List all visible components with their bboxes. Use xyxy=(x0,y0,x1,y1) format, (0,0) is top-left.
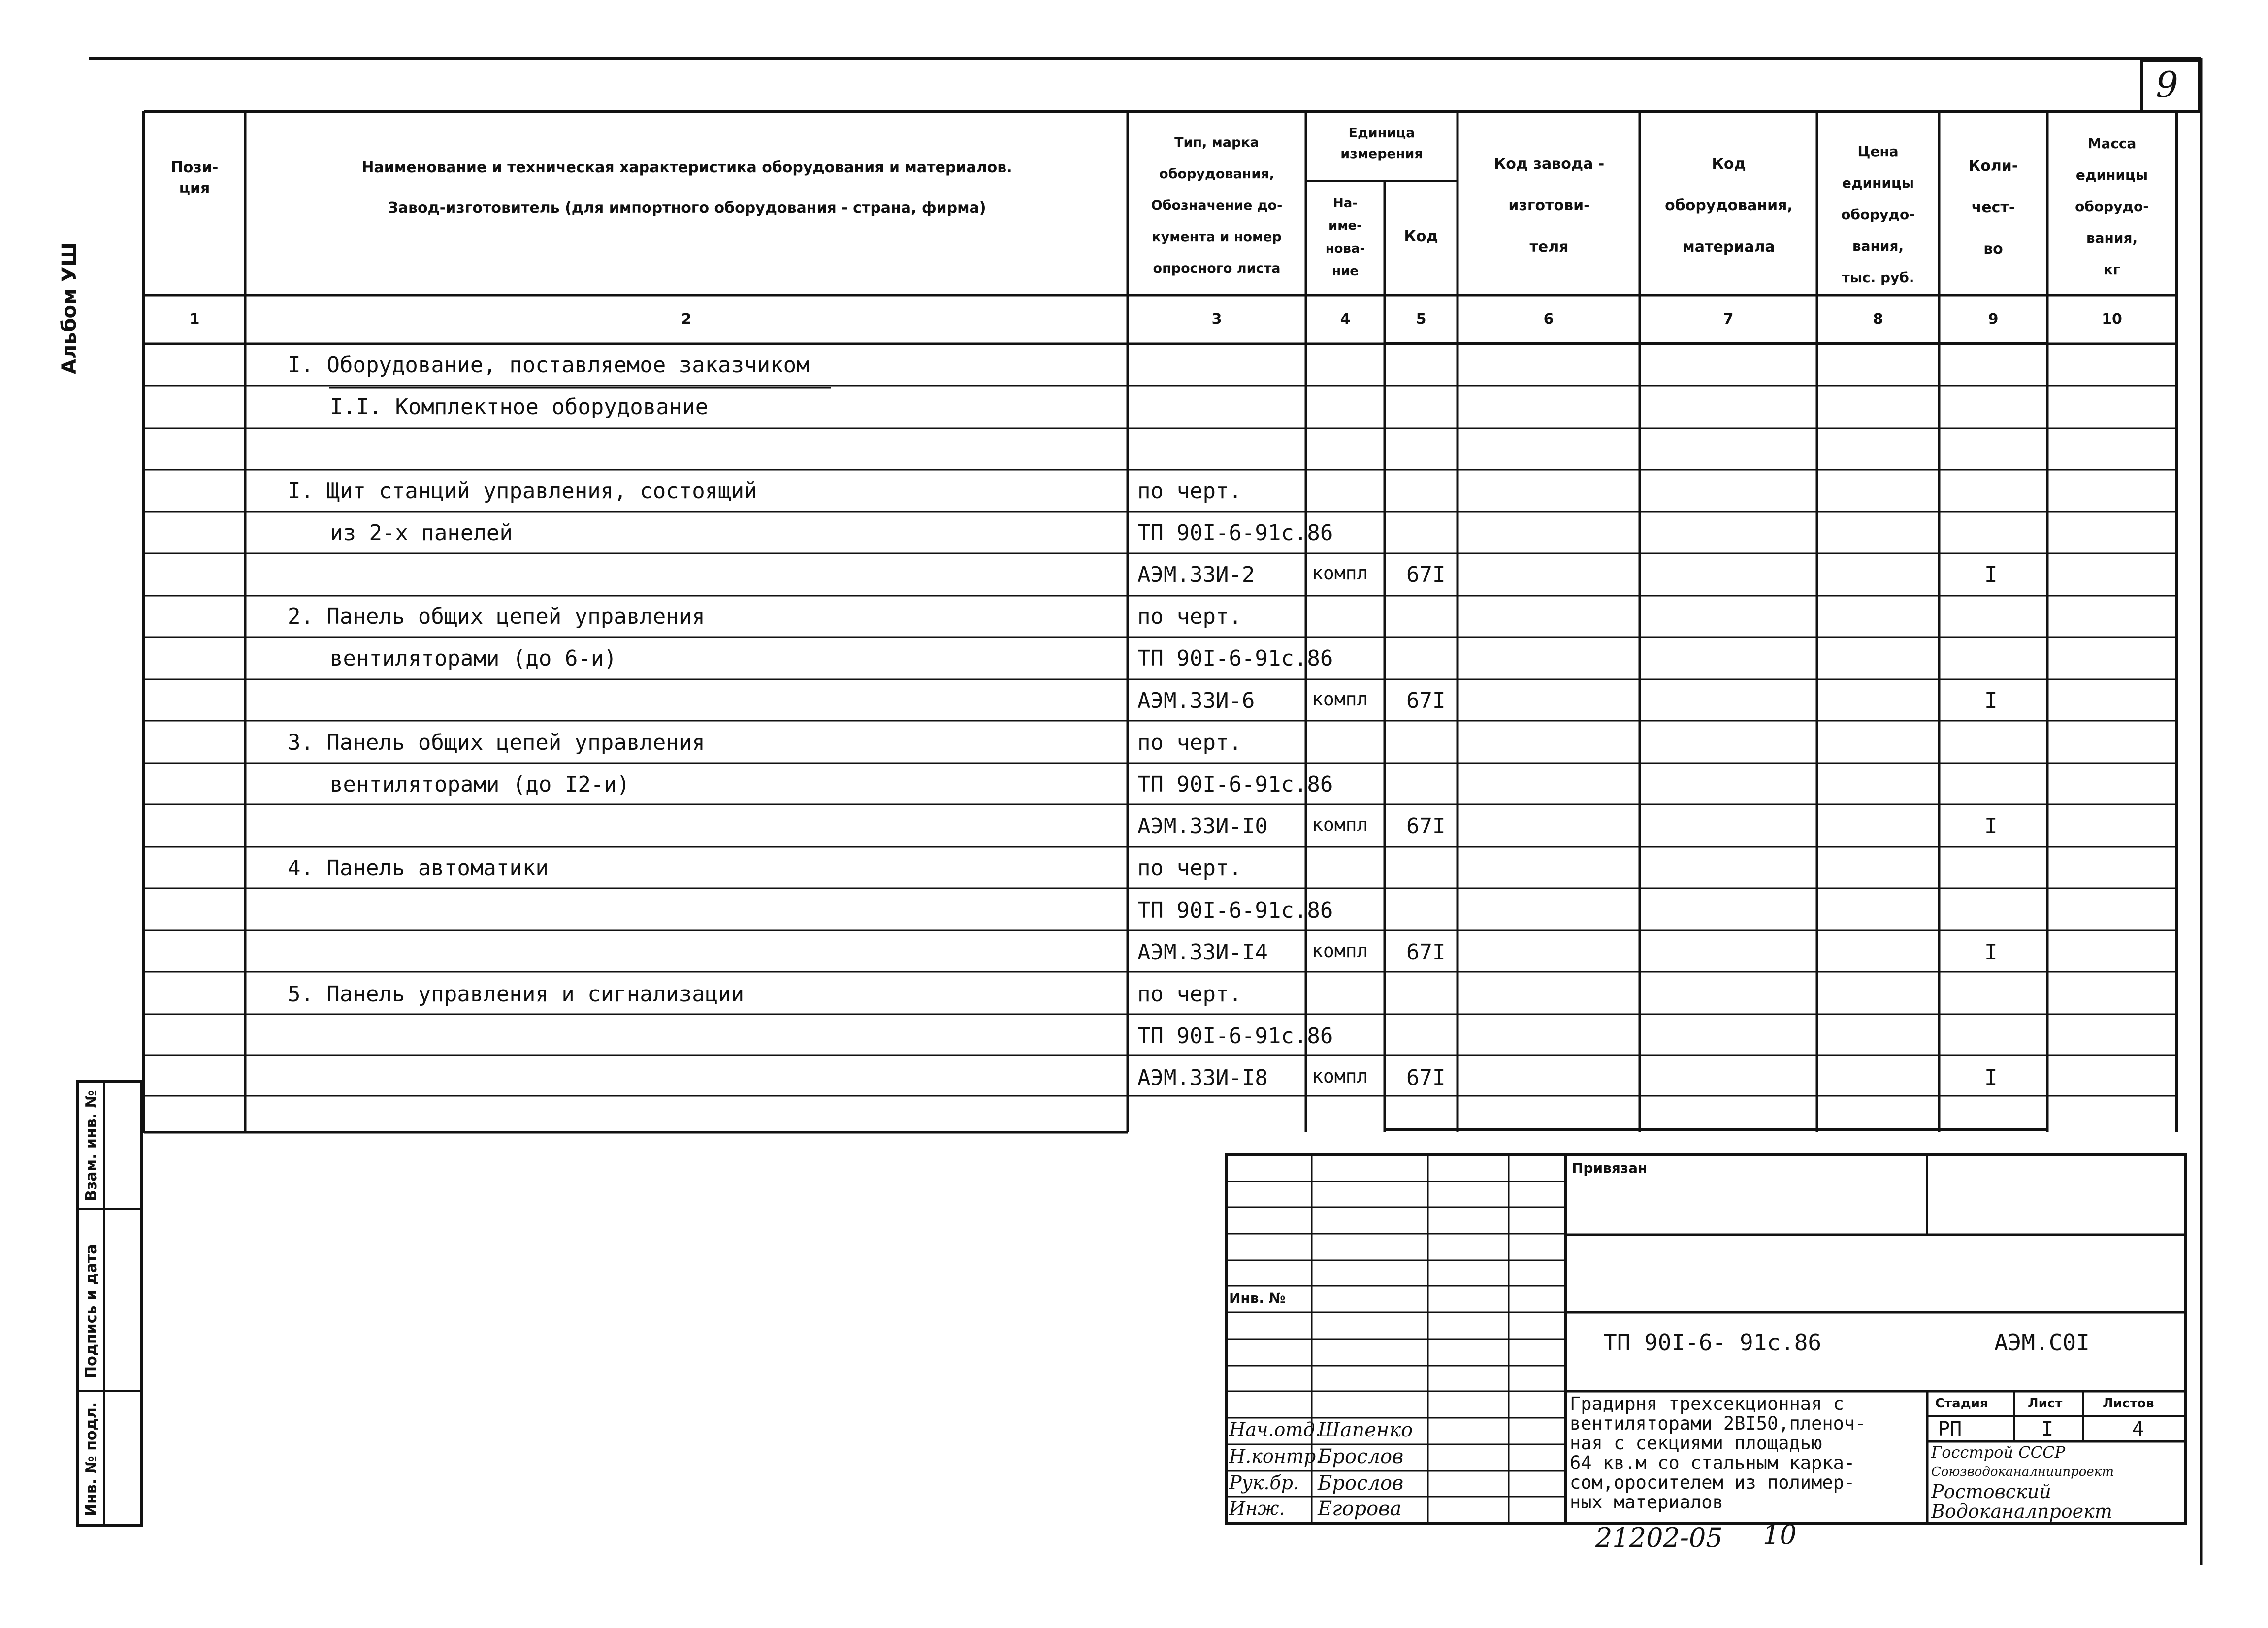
colnum-6: 6 xyxy=(1543,311,1554,328)
row-name: I. Оборудование, поставляемое заказчиком xyxy=(288,352,810,378)
row-name: вентиляторами (до I2-и) xyxy=(330,772,630,797)
row-name: из 2-х панелей xyxy=(330,520,513,545)
header-type: Тип, марка оборудования, Обозначение до- кумента и номер опросного листа xyxy=(1151,135,1283,276)
stamp-podpis: Подпись и дата xyxy=(83,1244,100,1378)
sheet-value: I xyxy=(2041,1418,2054,1440)
row-name: вентиляторами (до 6-и) xyxy=(330,646,617,671)
header-position: Пози- ция xyxy=(170,159,219,197)
row-unit: компл xyxy=(1312,939,1368,961)
colnum-3: 3 xyxy=(1211,311,1222,328)
row-type: ТП 90I-6-91с.86 xyxy=(1137,1023,1333,1049)
colnum-1: 1 xyxy=(189,311,200,328)
colnum-8: 8 xyxy=(1873,311,1883,328)
doc-mark: АЭМ.С0I xyxy=(1994,1329,2090,1356)
row-name: 5. Панель управления и сигнализации xyxy=(288,982,745,1007)
signature-name: Брослов xyxy=(1318,1472,1404,1495)
row-code: 67I xyxy=(1406,562,1446,587)
row-type: ТП 90I-6-91с.86 xyxy=(1137,520,1333,545)
row-quantity: I xyxy=(1984,939,1998,965)
row-type: по черт. xyxy=(1137,478,1242,504)
row-type: АЭМ.33И-6 xyxy=(1137,688,1255,713)
row-quantity: I xyxy=(1984,814,1998,839)
sheets-label: Листов xyxy=(2103,1396,2154,1411)
row-type: АЭМ.33И-I8 xyxy=(1137,1065,1268,1091)
signature-name: Брослов xyxy=(1318,1445,1404,1468)
row-name: 2. Панель общих цепей управления xyxy=(288,604,705,630)
archive-number: 21202-05 xyxy=(1595,1522,1723,1553)
header-price: Цена единицы оборудо- вания, тыс. руб. xyxy=(1841,143,1915,286)
signature-name: Шапенко xyxy=(1318,1419,1413,1441)
row-type: АЭМ.33И-2 xyxy=(1137,562,1255,587)
signature-role: Инж. xyxy=(1229,1498,1285,1519)
row-name: I.I. Комплектное оборудование xyxy=(330,394,709,420)
row-code: 67I xyxy=(1406,1065,1446,1091)
header-unit-code: Код xyxy=(1404,228,1438,245)
stamp-inv-podl: Инв. № подл. xyxy=(83,1402,100,1516)
header-equipment-code: Код оборудования, материала xyxy=(1665,156,1793,255)
doc-code: ТП 90I-6- 91с.86 xyxy=(1603,1329,1822,1356)
row-name: 3. Панель общих цепей управления xyxy=(288,730,705,755)
colnum-7: 7 xyxy=(1723,311,1734,328)
row-type: по черт. xyxy=(1137,856,1242,881)
album-label: Альбом УШ xyxy=(58,242,81,374)
stage-label: Стадия xyxy=(1935,1396,1988,1411)
stage-value: РП xyxy=(1938,1418,1962,1440)
row-code: 67I xyxy=(1406,939,1446,965)
colnum-9: 9 xyxy=(1988,311,1999,328)
header-unit-name: На- име- нова- ние xyxy=(1325,196,1365,279)
archive-sheet: 10 xyxy=(1763,1519,1797,1550)
header-unit: Единица измерения xyxy=(1340,126,1423,161)
signature-name: Егорова xyxy=(1318,1498,1402,1520)
signature-role: Рук.бр. xyxy=(1229,1472,1299,1494)
page-number: 9 xyxy=(2156,64,2178,105)
header-quantity: Коли- чест- во xyxy=(1968,158,2018,257)
row-name: I. Щит станций управления, состоящий xyxy=(288,478,757,504)
row-unit: компл xyxy=(1312,814,1368,836)
colnum-2: 2 xyxy=(681,311,692,328)
row-name: 4. Панель автоматики xyxy=(288,856,549,881)
row-type: по черт. xyxy=(1137,982,1242,1007)
doc-description: Градирня трехсекционная с вентиляторами 2ВI50,пленоч- ная с секциями площадью 64 кв.м со стальным карка- сом,оросителем из полимер- ных материалов xyxy=(1570,1393,1866,1513)
row-type: ТП 90I-6-91с.86 xyxy=(1137,646,1333,671)
row-type: по черт. xyxy=(1137,730,1242,755)
organization: Госстрой СССР Союзводоканалниипроект Ростовский Водоканалпроект xyxy=(1931,1443,2114,1522)
row-type: АЭМ.33И-I0 xyxy=(1137,814,1268,839)
sheets-value: 4 xyxy=(2132,1418,2144,1440)
privyazan-label: Привязан xyxy=(1572,1160,1648,1176)
inv-no-label: Инв. № xyxy=(1229,1290,1286,1306)
sheet-label: Лист xyxy=(2028,1396,2063,1411)
row-unit: компл xyxy=(1312,688,1368,710)
row-type: ТП 90I-6-91с.86 xyxy=(1137,772,1333,797)
row-type: АЭМ.33И-I4 xyxy=(1137,939,1268,965)
row-code: 67I xyxy=(1406,688,1446,713)
signature-role: Нач.отд. xyxy=(1229,1419,1321,1440)
row-type: по черт. xyxy=(1137,604,1242,630)
header-mass: Масса единицы оборудо- вания, кг xyxy=(2075,135,2149,278)
header-name: Наименование и техническая характеристика оборудования и материалов. Завод-изготовитель (для импортного оборудования - страна, фирма) xyxy=(361,159,1012,217)
row-type: ТП 90I-6-91с.86 xyxy=(1137,897,1333,923)
row-quantity: I xyxy=(1984,562,1998,587)
colnum-5: 5 xyxy=(1416,311,1426,328)
row-unit: компл xyxy=(1312,1065,1368,1087)
row-unit: компл xyxy=(1312,562,1368,584)
row-code: 67I xyxy=(1406,814,1446,839)
header-maker-code: Код завода - изготови- теля xyxy=(1493,156,1605,255)
row-quantity: I xyxy=(1984,1065,1998,1091)
colnum-4: 4 xyxy=(1340,311,1351,328)
colnum-10: 10 xyxy=(2102,311,2122,328)
row-quantity: I xyxy=(1984,688,1998,713)
stamp-vzam: Взам. инв. № xyxy=(83,1090,100,1201)
signature-role: Н.контр. xyxy=(1229,1445,1322,1467)
